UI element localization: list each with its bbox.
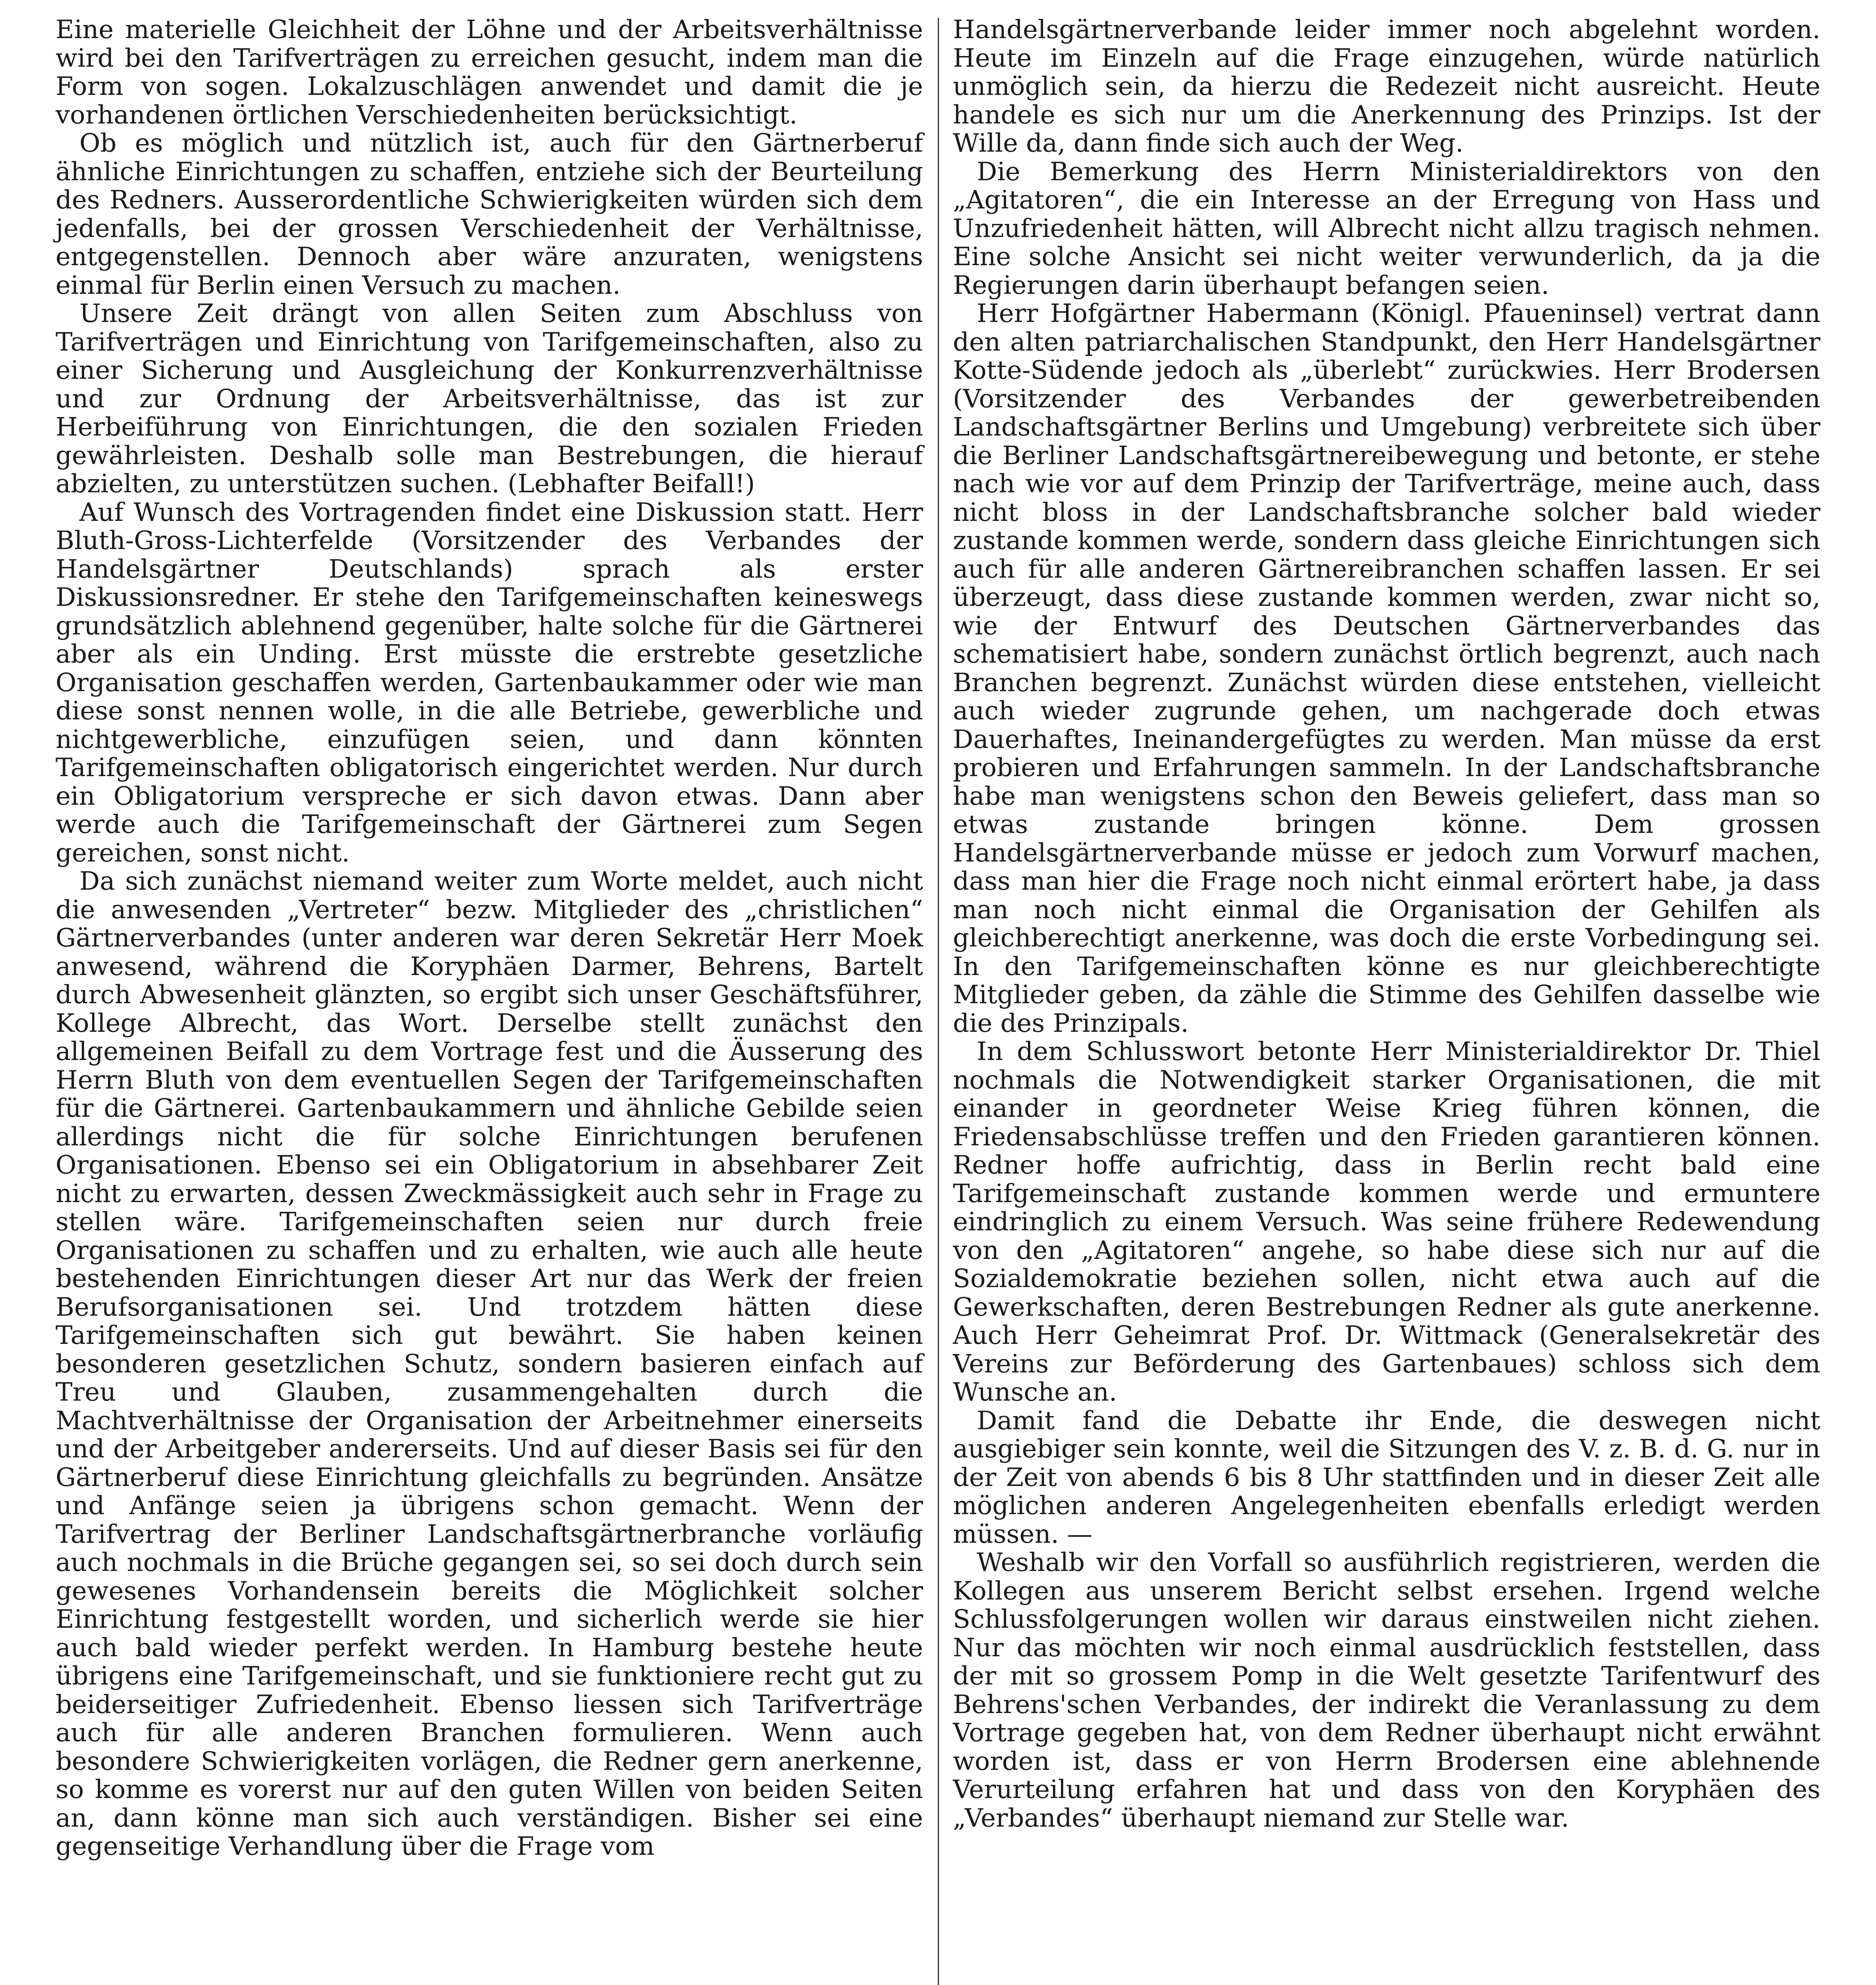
article-right-column xyxy=(953,16,1820,1833)
paragraph: Ob es möglich und nützlich ist, auch für den Gärtnerberuf ähnliche Einrichtungen zu schaffen, entziehe sich der Beurteilung des Redners. Ausserordentliche Schwierigkeiten würden sich dem jedenfalls, bei der grossen Verschiedenheit der Verhältnisse, entgegenstellen. Dennoch aber wäre anzuraten, wenigstens einmal für Berlin einen Versuch zu machen. xyxy=(56,129,923,300)
article-left-column xyxy=(56,16,923,1861)
paragraph: Auf Wunsch des Vortragenden findet eine Diskussion statt. Herr Bluth-Gross-Lichterfelde (Vorsitzender des Verbandes der Handelsgärtner Deutschlands) sprach als erster Diskussionsredner. Er stehe den Tarifgemeinschaften keineswegs grundsätzlich ablehnend gegenüber, halte solche für die Gärtnerei aber als ein Unding. Erst müsste die erstrebte gesetzliche Organisation geschaffen werden, Gartenbaukammer oder wie man diese sonst nennen wolle, in die alle Betriebe, gewerbliche und nichtgewerbliche, einzufügen seien, und dann könnten Tarifgemeinschaften obligatorisch eingerichtet werden. Nur durch ein Obligatorium verspreche er sich davon etwas. Dann aber werde auch die Tarifgemeinschaft der Gärtnerei zum Segen gereichen, sonst nicht. xyxy=(56,497,923,868)
paragraph: Die Bemerkung des Herrn Ministerialdirektors von den „Agitatoren“, die ein Interesse an der Erregung von Hass und Unzufriedenheit hätten, will Albrecht nicht allzu tragisch nehmen. Eine solche Ansicht sei nicht weiter verwunderlich, da ja die Regierungen darin überhaupt befangen seien. xyxy=(953,157,1820,300)
paragraph: Unsere Zeit drängt von allen Seiten zum Abschluss von Tarifverträgen und Einrichtung von Tarifgemeinschaften, also zu einer Sicherung und Ausgleichung der Konkurrenzverhältnisse und zur Ordnung der Arbeitsverhältnisse, das ist zur Herbeiführung von Einrichtungen, die den sozialen Frieden gewährleisten. Deshalb solle man Bestrebungen, die hierauf abzielten, zu unterstützen suchen. (Lebhafter Beifall!) xyxy=(56,299,923,499)
column-divider xyxy=(938,18,939,1985)
paragraph: Da sich zunächst niemand weiter zum Worte meldet, auch nicht die anwesenden „Vertreter“ bezw. Mitglieder des „christlichen“ Gärtnerverbandes (unter anderen war deren Sekretär Herr Moek anwesend, während die Koryphäen Darmer, Behrens, Bartelt durch Abwesenheit glänzten, so ergibt sich unser Geschäftsführer, Kollege Albrecht, das Wort. Derselbe stellt zunächst den allgemeinen Beifall zu dem Vortrage fest und die Äusserung des Herrn Bluth von dem eventuellen Segen der Tarifgemeinschaften für die Gärtnerei. Gartenbaukammern und ähnliche Gebilde seien allerdings nicht die für solche Einrichtungen berufenen Organisationen. Ebenso sei ein Obligatorium in absehbarer Zeit nicht zu erwarten, dessen Zweckmässigkeit auch sehr in Frage zu stellen wäre. Tarifgemeinschaften seien nur durch freie Organisationen zu schaffen und zu erhalten, wie auch alle heute bestehenden Einrichtungen dieser Art nur das Werk der freien Berufsorganisationen sei. Und trotzdem hätten diese Tarifgemeinschaften sich gut bewährt. Sie haben keinen besonderen gesetzlichen Schutz, sondern basieren einfach auf Treu und Glauben, zusammengehalten durch die Machtverhältnisse der Organisation der Arbeitnehmer einerseits und der Arbeitgeber andererseits. Und auf dieser Basis sei für den Gärtnerberuf diese Einrichtung gleichfalls zu begründen. Ansätze und Anfänge seien ja übrigens schon gemacht. Wenn der Tarifvertrag der Berliner Landschaftsgärtnerbranche vorläufig auch nochmals in die Brüche gegangen sei, so sei doch durch sein gewesenes Vorhandensein bereits die Möglichkeit solcher Einrichtung festgestellt worden, und sicherlich werde sie hier auch bald wieder perfekt werden. In Hamburg bestehe heute übrigens eine Tarifgemeinschaft, und sie funktioniere recht gut zu beiderseitiger Zufriedenheit. Ebenso liessen sich Tarifverträge auch für alle anderen Branchen formulieren. Wenn auch besondere Schwierigkeiten vorlägen, die Redner gern anerkenne, so komme es vorerst nur auf den guten Willen von beiden Seiten an, dann könne man sich auch verständigen. Bisher sei eine gegenseitige Verhandlung über die Frage vom xyxy=(56,867,923,1861)
paragraph: Eine materielle Gleichheit der Löhne und der Arbeitsverhältnisse wird bei den Tarifverträgen zu erreichen gesucht, indem man die Form von sogen. Lokalzuschlägen anwendet und damit die je vorhandenen örtlichen Verschiedenheiten berücksichtigt. xyxy=(56,15,923,130)
paragraph: In dem Schlusswort betonte Herr Ministerialdirektor Dr. Thiel nochmals die Notwendigkeit starker Organisationen, die mit einander in geordneter Weise Krieg führen können, die Friedensabschlüsse treffen und den Frieden garantieren können. Redner hoffe aufrichtig, dass in Berlin recht bald eine Tarifgemeinschaft zustande kommen werde und ermuntere eindringlich zu einem Versuch. Was seine frühere Redewendung von den „Agitatoren“ angehe, so habe diese sich nur auf die Sozialdemokratie beziehen sollen, nicht etwa auch auf die Gewerkschaften, deren Bestrebungen Redner als gute anerkenne. Auch Herr Geheimrat Prof. Dr. Wittmack (Generalsekretär des Vereins zur Beförderung des Gartenbaues) schloss sich dem Wunsche an. xyxy=(953,1037,1820,1407)
paragraph: Herr Hofgärtner Habermann (Königl. Pfaueninsel) vertrat dann den alten patriarchalischen Standpunkt, den Herr Handelsgärtner Kotte-Südende jedoch als „überlebt“ zurückwies. Herr Brodersen (Vorsitzender des Verbandes der gewerbetreibenden Landschaftsgärtner Berlins und Umgebung) verbreitete sich über die Berliner Landschaftsgärtnereibewegung und betonte, er stehe nach wie vor auf dem Prinzip der Tarifverträge, meine auch, dass nicht bloss in der Landschaftsbranche solcher bald wieder zustande kommen werde, sondern dass gleiche Einrichtungen sich auch für alle anderen Gärtnereibranchen schaffen lassen. Er sei überzeugt, dass diese zustande kommen werden, zwar nicht so, wie der Entwurf des Deutschen Gärtnerverbandes das schematisiert habe, sondern zunächst örtlich begrenzt, auch nach Branchen begrenzt. Zunächst würden diese entstehen, vielleicht auch wieder zugrunde gehen, um nachgerade doch etwas Dauerhaftes, Ineinandergefügtes zu werden. Man müsse da erst probieren und Erfahrungen sammeln. In der Landschaftsbranche habe man wenigstens schon den Beweis geliefert, dass man so etwas zustande bringen könne. Dem grossen Handelsgärtnerverbande müsse er jedoch zum Vorwurf machen, dass man hier die Frage noch nicht einmal erörtert habe, ja dass man noch nicht einmal die Organisation der Gehilfen als gleichberechtigt anerkenne, was doch die erste Vorbedingung sei. In den Tarifgemeinschaften könne es nur gleichberechtigte Mitglieder geben, da zähle die Stimme des Gehilfen dasselbe wie die des Prinzipals. xyxy=(953,299,1820,1038)
paragraph: Damit fand die Debatte ihr Ende, die deswegen nicht ausgiebiger sein konnte, weil die Sitzungen des V. z. B. d. G. nur in der Zeit von abends 6 bis 8 Uhr stattfinden und in dieser Zeit alle möglichen anderen Angelegenheiten ebenfalls erledigt werden müssen. — xyxy=(953,1406,1820,1549)
paragraph: Handelsgärtnerverbande leider immer noch abgelehnt worden. Heute im Einzeln auf die Frage einzugehen, würde natürlich unmöglich sein, da hierzu die Redezeit nicht ausreicht. Heute handele es sich nur um die Anerkennung des Prinzips. Ist der Wille da, dann finde sich auch der Weg. xyxy=(953,15,1820,158)
paragraph: Weshalb wir den Vorfall so ausführlich registrieren, werden die Kollegen aus unserem Bericht selbst ersehen. Irgend welche Schlussfolgerungen wollen wir daraus einstweilen nicht ziehen. Nur das möchten wir noch einmal ausdrücklich feststellen, dass der mit so grossem Pomp in die Welt gesetzte Tarifentwurf des Behrens'schen Verbandes, der indirekt die Veranlassung zu dem Vortrage gegeben hat, von dem Redner überhaupt nicht erwähnt worden ist, dass er von Herrn Brodersen eine ablehnende Verurteilung erfahren hat und dass von den Koryphäen des „Verbandes“ überhaupt niemand zur Stelle war. xyxy=(953,1548,1820,1833)
